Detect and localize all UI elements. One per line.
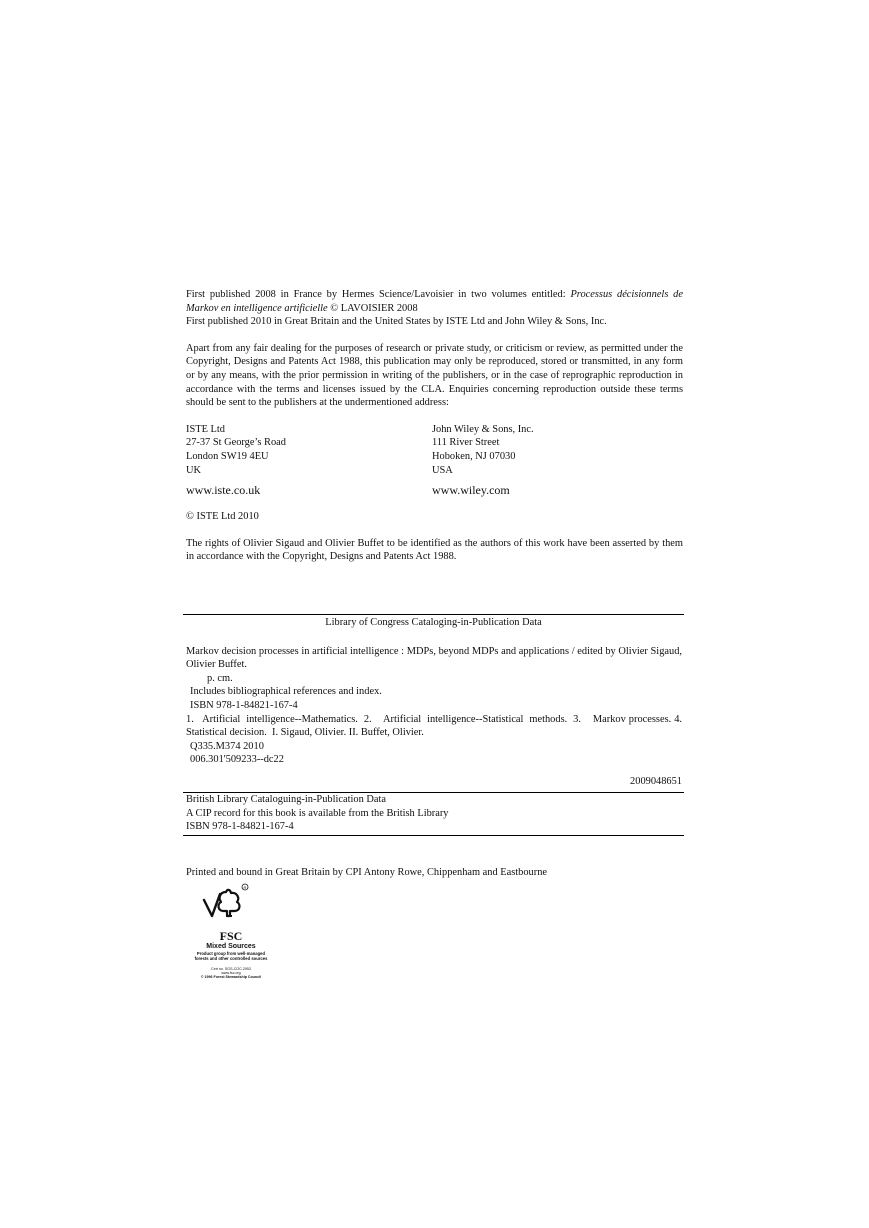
fsc-logo: R FSC Mixed Sources Product group from well-managed forests and other controlled sources Cert no. SGS-COC-2953 www.fsc.org © 1996 Forest Stewardship Council bbox=[190, 880, 272, 984]
printed-by-line: Printed and bound in Great Britain by CPI Antony Rowe, Chippenham and Eastbourne bbox=[186, 867, 548, 878]
wiley-address: John Wiley & Sons, Inc. 111 River Street Hoboken, NJ 07030 USA www.wiley.com bbox=[432, 423, 678, 498]
loc-entry: Markov decision processes in artificial intelligence : MDPs, beyond MDPs and applications / edited by Olivier Sigaud, Olivier Buffet. p. cm. Includes bibliographical references and index. ISBN 978-1-84821-167-4 1. Artificial intelligence--Mathematics. 2. Artificial intelligence--Statistical methods. 3. Markov processes. 4. Statistical decision. I. Sigaud, Olivier. II. Buffet, Olivier. Q335.M374 2010 006.301'509233--dc22 2009048651 bbox=[186, 645, 688, 787]
fsc-brand: FSC bbox=[219, 929, 243, 943]
top-rule bbox=[183, 614, 684, 615]
original-title: Processus décisionnels de Markov en intelligence artificielle bbox=[186, 289, 683, 314]
svg-text:R: R bbox=[243, 885, 247, 890]
first-published-uk-us: First published 2010 in Great Britain and the United States by ISTE Ltd and John Wiley & Sons, Inc. bbox=[186, 316, 607, 328]
copyright-notice: © ISTE Ltd 2010 bbox=[186, 511, 259, 523]
copyright-page-top bbox=[186, 288, 683, 564]
first-published-paragraph: First published 2008 in France by Hermes Science/Lavoisier in two volumes entitled: Processus décisionnels de Markov en intelligence artificielle © LAVOISIER 2008 bbox=[186, 289, 683, 314]
publisher-addresses bbox=[186, 423, 683, 498]
iste-address: ISTE Ltd 27-37 St George’s Road London SW19 4EU UK www.iste.co.uk bbox=[186, 423, 432, 498]
wiley-website-link[interactable]: www.wiley.com bbox=[432, 483, 510, 498]
authors-rights-paragraph: The rights of Olivier Sigaud and Olivier Buffet to be identified as the authors of this work have been asserted by them in accordance with the Copyright, Designs and Patents Act 1988. bbox=[186, 537, 683, 563]
lccn-number: 2009048651 bbox=[630, 775, 682, 787]
british-library-block: British Library Cataloguing-in-Publication Data A CIP record for this book is available from the British Library ISBN 978-1-84821-167-4 bbox=[183, 792, 684, 836]
bl-bottom-rule bbox=[183, 835, 684, 836]
fsc-tree-check-icon bbox=[190, 880, 272, 930]
fair-dealing-paragraph: Apart from any fair dealing for the purposes of research or private study, or criticism or review, as permitted under the Copyright, Designs and Patents Act 1988, this publication may only be reproduced, stored or transmitted, in any form or by any means, with the prior permission in writing of the publishers, or in the case of reprographic reproduction in accordance with the terms and licenses issued by the CLA. Enquiries concerning reproduction outside these terms should be sent to the publishers at the undermentioned address: bbox=[186, 342, 683, 409]
iste-website-link[interactable]: www.iste.co.uk bbox=[186, 483, 261, 498]
library-of-congress-block bbox=[183, 614, 688, 789]
loc-title: Library of Congress Cataloging-in-Publication Data bbox=[325, 617, 542, 628]
